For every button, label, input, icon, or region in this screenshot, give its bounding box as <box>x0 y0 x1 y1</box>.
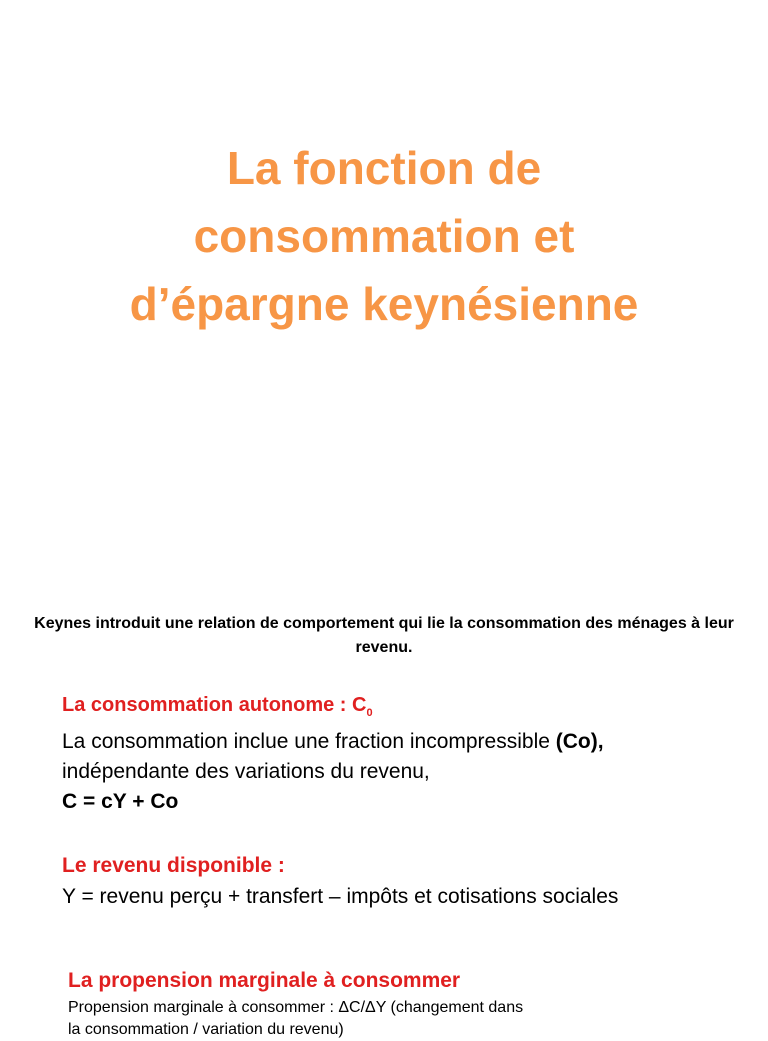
propension-definition: Propension marginale à consommer : ΔC/ΔY (changement dans <box>68 999 524 1016</box>
heading-autonome-text: La consommation autonome : C <box>62 694 367 716</box>
consumption-formula: C = cY + Co <box>62 790 179 813</box>
revenu-definition: Y = revenu perçu + transfert – impôts et cotisations sociales <box>62 885 619 908</box>
title-line-2: consommation et <box>193 210 575 262</box>
autonome-line-1-text: La consommation inclue une fraction incompressible <box>62 730 556 753</box>
page-title <box>0 134 768 338</box>
autonome-line-1-bold: (Co), <box>555 730 604 753</box>
intro-paragraph: Keynes introduit une relation de comportement qui lie la consommation des ménages à leur revenu. <box>34 615 734 656</box>
heading-revenu-disponible: Le revenu disponible : <box>62 854 285 877</box>
heading-autonome-subscript: 0 <box>366 707 373 719</box>
autonome-line-2: indépendante des variations du revenu, <box>62 760 430 783</box>
propension-definition-continued: la consommation / variation du revenu) <box>68 1021 344 1038</box>
autonome-line-1 <box>62 727 604 757</box>
title-line-1: La fonction de <box>226 142 542 194</box>
heading-consommation-autonome <box>62 690 373 728</box>
title-line-3: d’épargne keynésienne <box>129 278 639 330</box>
heading-propension-marginale: La propension marginale à consommer <box>68 969 461 992</box>
